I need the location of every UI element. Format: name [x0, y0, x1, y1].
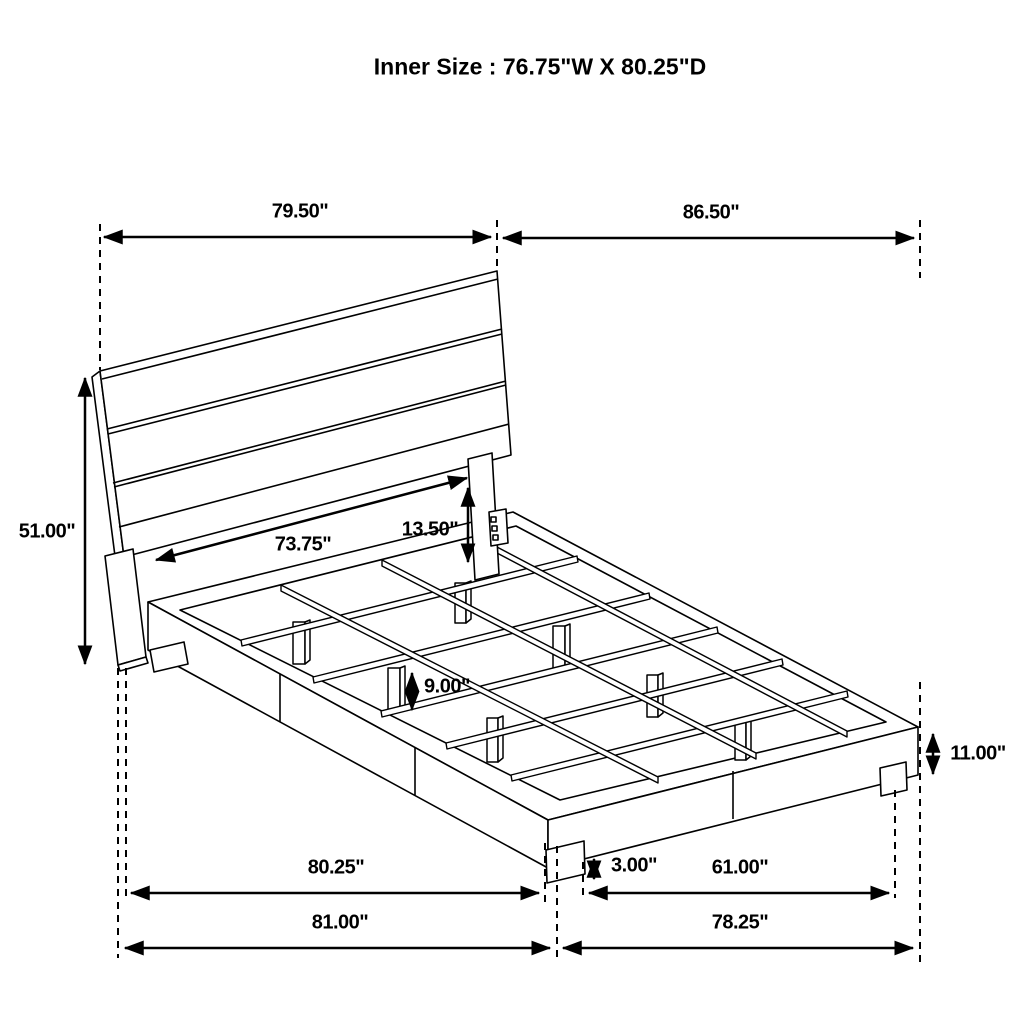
dimension-label-inner-depth: 80.25" [307, 856, 365, 879]
dimension-label-headboard-height: 51.00" [18, 520, 76, 543]
dimension-label-overall-depth-right: 78.25" [711, 911, 769, 934]
bracket-hole [491, 517, 496, 522]
dimension-label-headboard-width: 79.50" [271, 200, 329, 223]
dimension-label-headboard-inner-width: 73.75" [274, 533, 332, 556]
dimension-label-side-rail-height: 11.00" [950, 742, 1006, 765]
dimension-label-slat-leg-height: 9.00" [424, 675, 470, 698]
bracket-hole [493, 535, 498, 540]
dimension-label-footboard-inner-width: 61.00" [711, 856, 769, 879]
dimension-label-frame-length: 86.50" [682, 201, 740, 224]
dimension-label-overall-depth-left: 81.00" [311, 911, 369, 934]
bracket-hole [492, 526, 497, 531]
diagram-title: Inner Size : 76.75"W X 80.25"D [373, 53, 707, 80]
dimension-label-headboard-panel-gap: 13.50" [401, 518, 459, 541]
dimension-label-floor-clearance: 3.00" [611, 854, 657, 877]
